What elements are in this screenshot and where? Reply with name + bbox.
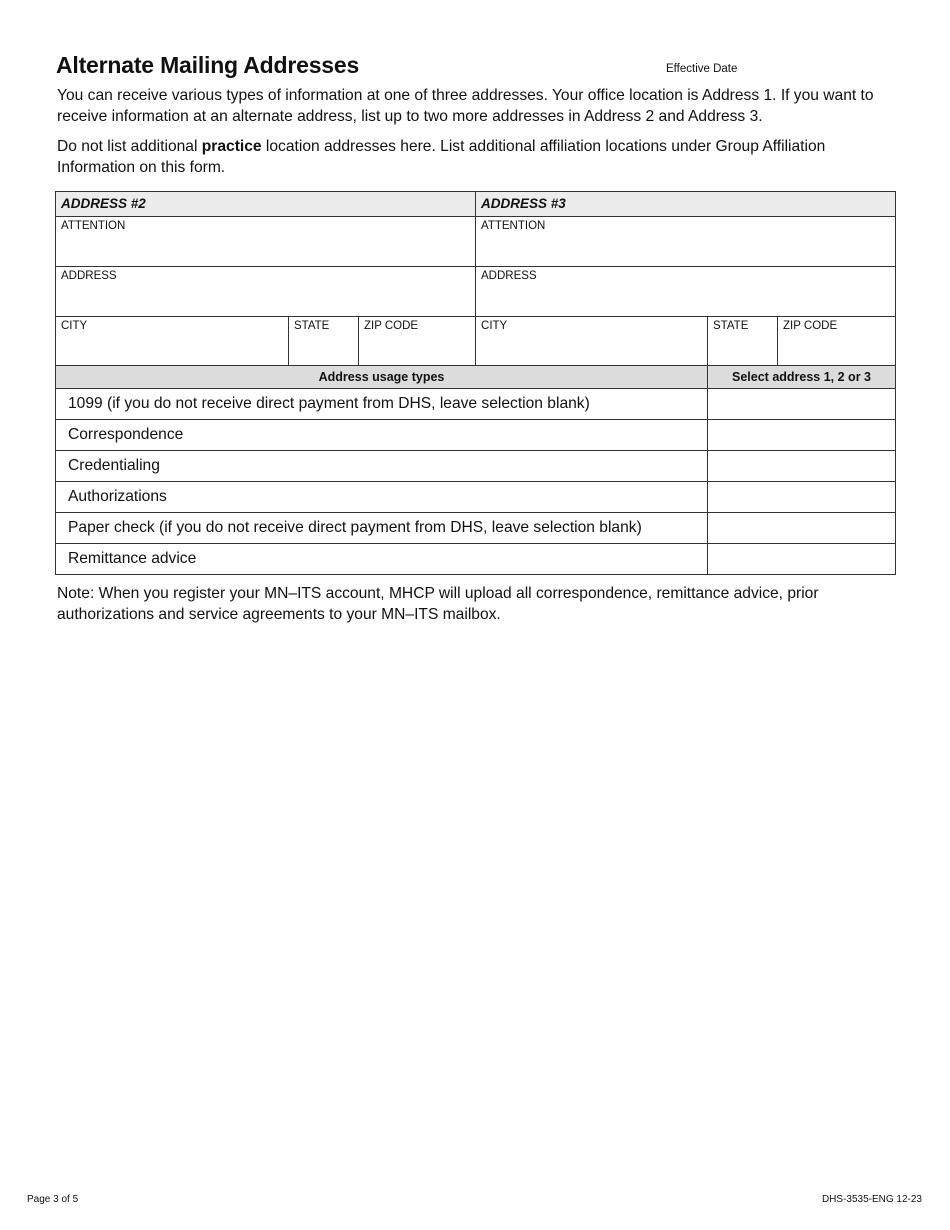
usage-type-correspondence: Correspondence (56, 420, 708, 451)
practice-note-text-start: Do not list additional (57, 138, 202, 155)
table-row (56, 482, 896, 513)
address-3-address-field[interactable] (476, 267, 896, 317)
address-3-state-field[interactable] (708, 317, 778, 367)
table-row (56, 420, 896, 451)
attention-label: ATTENTION (481, 220, 546, 232)
select-address-credentialing-field[interactable] (708, 451, 896, 482)
state-label: STATE (713, 320, 749, 332)
effective-date-label: Effective Date (666, 63, 738, 75)
usage-type-credentialing: Credentialing (56, 451, 708, 482)
address-2-state-field[interactable] (289, 317, 359, 367)
select-address-remittance-advice-field[interactable] (708, 544, 896, 575)
table-row (56, 513, 896, 544)
address-3-zip-field[interactable] (778, 317, 896, 367)
address-2-city-field[interactable] (56, 317, 289, 367)
table-row (56, 544, 896, 575)
city-label: CITY (481, 320, 508, 332)
address-2-zip-field[interactable] (359, 317, 476, 367)
intro-paragraph: You can receive various types of information at one of three addresses. Your office location is Address 1. If you want to receive information at an alternate address, list up to two more addresses in Address 2 and Address 3. (57, 87, 874, 125)
usage-type-column-header: Address usage types (56, 366, 708, 389)
zip-code-label: ZIP CODE (364, 320, 419, 332)
select-address-authorizations-field[interactable] (708, 482, 896, 513)
table-row (56, 389, 896, 420)
address-label: ADDRESS (61, 270, 117, 282)
address-2-heading: ADDRESS #2 (56, 192, 476, 217)
usage-type-paper-check: Paper check (if you do not receive direct payment from DHS, leave selection blank) (56, 513, 708, 544)
address-usage-table (55, 365, 896, 575)
zip-code-label: ZIP CODE (783, 320, 838, 332)
select-address-column-header: Select address 1, 2 or 3 (708, 366, 896, 389)
address-table (55, 191, 896, 367)
form-id: DHS-3535-ENG 12-23 (821, 1194, 922, 1205)
state-label: STATE (294, 320, 330, 332)
select-address-1099-field[interactable] (708, 389, 896, 420)
usage-type-remittance-advice: Remittance advice (56, 544, 708, 575)
address-3-city-field[interactable] (476, 317, 708, 367)
mn-its-note: Note: When you register your MN–ITS account, MHCP will upload all correspondence, remittance advice, prior authorizations and service agreements to your MN–ITS mailbox. (57, 585, 819, 623)
select-address-paper-check-field[interactable] (708, 513, 896, 544)
page-title: Alternate Mailing Addresses (56, 52, 360, 78)
page-number: Page 3 of 5 (27, 1194, 79, 1205)
address-label: ADDRESS (481, 270, 537, 282)
attention-label: ATTENTION (61, 220, 126, 232)
address-2-address-field[interactable] (56, 267, 476, 317)
address-2-attention-field[interactable] (56, 217, 476, 267)
practice-note-text-end: location addresses here. List additional affiliation locations under Group Affiliation Information on this form. (57, 138, 826, 176)
address-3-heading: ADDRESS #3 (476, 192, 896, 217)
practice-note-paragraph (57, 137, 892, 178)
select-address-correspondence-field[interactable] (708, 420, 896, 451)
usage-type-1099: 1099 (if you do not receive direct payment from DHS, leave selection blank) (56, 389, 708, 420)
table-row (56, 451, 896, 482)
city-label: CITY (61, 320, 88, 332)
usage-type-authorizations: Authorizations (56, 482, 708, 513)
practice-emphasis: practice (201, 138, 262, 155)
address-3-attention-field[interactable] (476, 217, 896, 267)
